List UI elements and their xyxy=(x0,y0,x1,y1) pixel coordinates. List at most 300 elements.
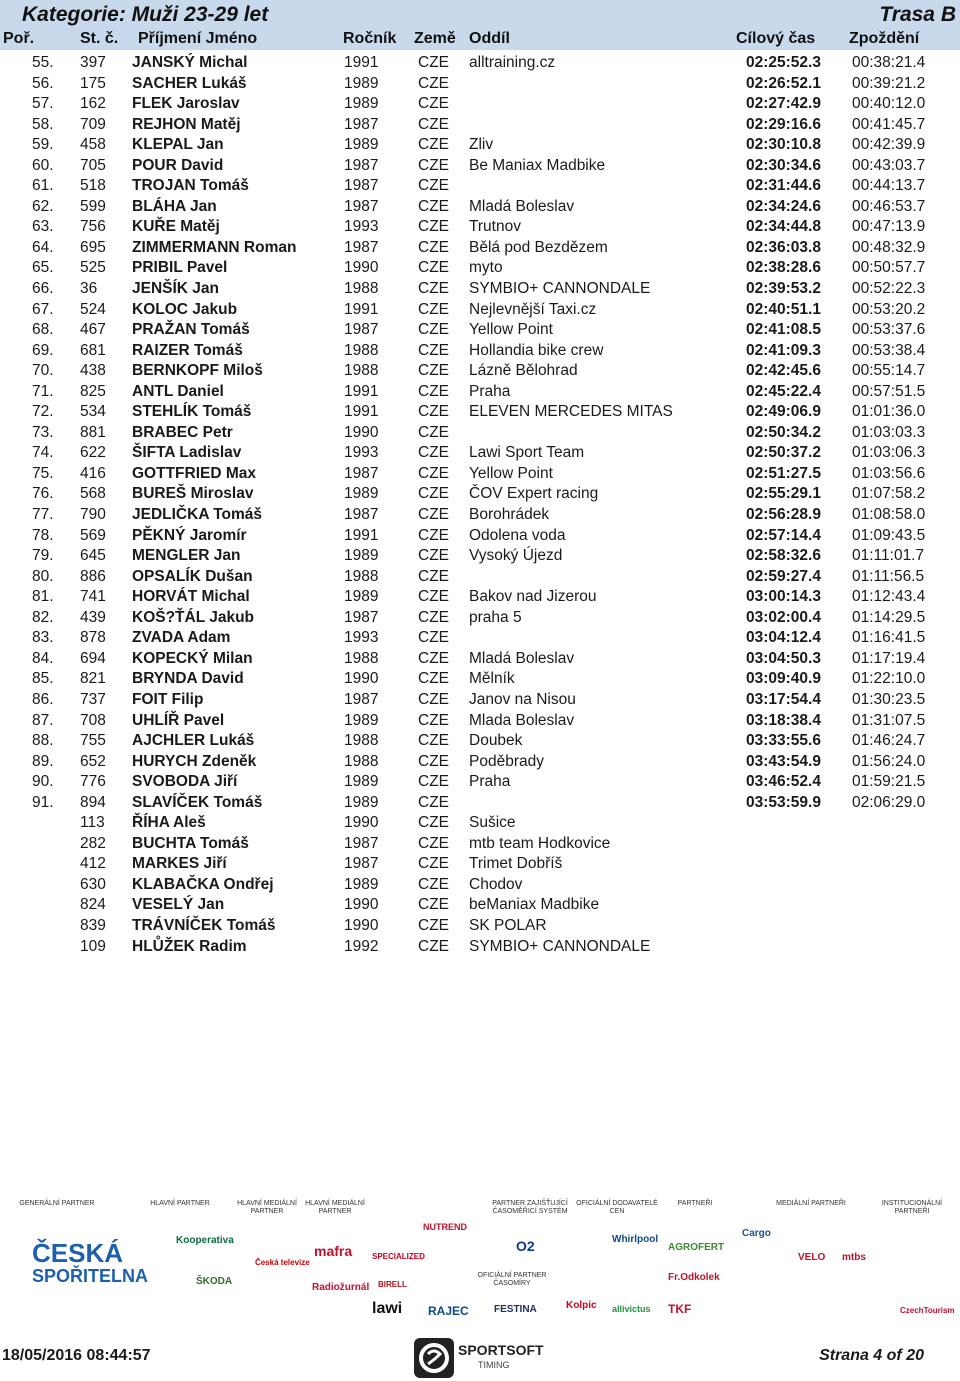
cell-delay: 01:03:06.3 xyxy=(852,444,926,462)
cell-time: 03:04:50.3 xyxy=(746,649,821,667)
cell-time: 02:49:06.9 xyxy=(746,403,821,421)
cell-name: FLEK Jaroslav xyxy=(132,95,240,113)
sponsor-label: INSTITUCIONÁLNÍ PARTNEŘI xyxy=(881,1200,943,1215)
cell-delay: 00:43:03.7 xyxy=(852,156,926,174)
cell-name: ANTL Daniel xyxy=(132,382,224,400)
fr-odkolek-logo: Fr.Odkolek xyxy=(668,1272,720,1283)
cell-year: 1987 xyxy=(344,156,379,174)
cell-nat: CZE xyxy=(418,95,449,113)
cell-year: 1989 xyxy=(344,773,379,791)
cell-year: 1987 xyxy=(344,321,379,339)
cell-nat: CZE xyxy=(418,588,449,606)
table-row xyxy=(0,74,960,95)
cell-name: SVOBODA Jiří xyxy=(132,773,238,791)
cell-delay: 01:07:58.2 xyxy=(852,485,926,503)
cell-club: Nejlevnější Taxi.cz xyxy=(469,300,597,318)
cell-year: 1987 xyxy=(344,608,379,626)
cell-time: 02:39:53.2 xyxy=(746,280,821,298)
cell-pos: 71. xyxy=(32,382,54,400)
sportsoft-wordmark: SPORTSOFT xyxy=(458,1342,544,1358)
cell-year: 1987 xyxy=(344,115,379,133)
cell-pos: 90. xyxy=(32,773,54,791)
birell-logo: BIRELL xyxy=(378,1280,407,1289)
cell-name: STEHLÍK Tomáš xyxy=(132,403,252,421)
cell-bib: 569 xyxy=(80,526,106,544)
sportsoft-logo xyxy=(414,1338,544,1378)
cell-pos: 81. xyxy=(32,588,54,606)
cell-year: 1989 xyxy=(344,711,379,729)
cell-nat: CZE xyxy=(418,280,449,298)
cell-time: 03:04:12.4 xyxy=(746,629,821,647)
table-row xyxy=(0,546,960,567)
cell-bib: 694 xyxy=(80,649,106,667)
cell-time: 02:25:52.3 xyxy=(746,54,821,71)
cell-name: KOPECKÝ Milan xyxy=(132,649,253,667)
cell-time: 03:43:54.9 xyxy=(746,752,821,770)
table-row xyxy=(0,341,960,362)
table-row xyxy=(0,567,960,588)
cell-delay: 00:57:51.5 xyxy=(852,382,926,400)
cell-pos: 84. xyxy=(32,649,54,667)
cell-club: Be Maniax Madbike xyxy=(469,156,606,174)
table-row xyxy=(0,382,960,403)
cell-club: Vysoký Újezd xyxy=(469,547,563,565)
cell-bib: 824 xyxy=(80,896,106,914)
cell-year: 1992 xyxy=(344,937,379,955)
cell-bib: 790 xyxy=(80,506,106,524)
cell-nat: CZE xyxy=(418,896,449,914)
cell-nat: CZE xyxy=(418,54,449,71)
cell-delay: 00:52:22.3 xyxy=(852,280,926,298)
cell-club: Borohrádek xyxy=(469,506,550,524)
table-row xyxy=(0,176,960,197)
table-row xyxy=(0,258,960,279)
cell-time: 02:40:51.1 xyxy=(746,300,821,318)
cell-pos: 91. xyxy=(32,793,54,811)
cell-pos: 59. xyxy=(32,136,54,154)
cell-delay: 00:46:53.7 xyxy=(852,197,926,215)
col-nat-header: Země xyxy=(414,30,456,47)
cell-bib: 109 xyxy=(80,937,106,955)
cell-delay: 01:03:56.6 xyxy=(852,464,926,482)
cell-pos: 60. xyxy=(32,156,54,174)
cell-pos: 56. xyxy=(32,74,54,92)
cell-nat: CZE xyxy=(418,834,449,852)
table-row xyxy=(0,361,960,382)
cell-name: PRIBIL Pavel xyxy=(132,259,228,277)
cell-club: Yellow Point xyxy=(469,464,553,482)
cell-bib: 518 xyxy=(80,177,106,195)
cell-nat: CZE xyxy=(418,793,449,811)
cell-nat: CZE xyxy=(418,711,449,729)
cell-pos: 80. xyxy=(32,567,54,585)
cell-club: Odolena voda xyxy=(469,526,566,544)
cell-name: GOTTFRIED Max xyxy=(132,464,257,482)
cell-delay: 01:56:24.0 xyxy=(852,752,926,770)
cell-delay: 00:42:39.9 xyxy=(852,136,926,154)
cell-year: 1991 xyxy=(344,54,379,71)
cell-name: BRABEC Petr xyxy=(132,423,233,441)
cell-year: 1987 xyxy=(344,197,379,215)
cell-name: BUREŠ Miroslav xyxy=(132,485,254,503)
page-footer xyxy=(0,1335,960,1381)
cell-club: Hollandia bike crew xyxy=(469,341,604,359)
cell-nat: CZE xyxy=(418,732,449,750)
cell-name: BUCHTA Tomáš xyxy=(132,834,249,852)
cell-name: KLEPAL Jan xyxy=(132,136,224,154)
tkf-logo: TKF xyxy=(668,1302,692,1316)
cell-nat: CZE xyxy=(418,444,449,462)
cell-year: 1989 xyxy=(344,588,379,606)
cell-time: 02:50:34.2 xyxy=(746,423,821,441)
col-year-header: Ročník xyxy=(343,30,397,47)
cell-pos: 67. xyxy=(32,300,54,318)
page-number: Strana 4 of 20 xyxy=(819,1347,924,1364)
cell-time: 03:46:52.4 xyxy=(746,773,821,791)
cell-time: 02:31:44.6 xyxy=(746,177,821,195)
cell-bib: 630 xyxy=(80,875,106,893)
cell-club: Yellow Point xyxy=(469,321,553,339)
table-row xyxy=(0,752,960,773)
cell-bib: 821 xyxy=(80,670,106,688)
cell-club: Poděbrady xyxy=(469,752,544,770)
col-name-header: Příjmení Jméno xyxy=(138,30,258,47)
cell-delay: 01:11:56.5 xyxy=(852,567,925,585)
cargo-logo: Cargo xyxy=(742,1228,771,1239)
cell-delay: 00:53:37.6 xyxy=(852,321,926,339)
cell-year: 1987 xyxy=(344,834,379,852)
cell-name: SACHER Lukáš xyxy=(132,74,247,92)
cell-time: 02:30:10.8 xyxy=(746,136,821,154)
cell-nat: CZE xyxy=(418,855,449,873)
cell-bib: 756 xyxy=(80,218,106,236)
cell-club: ČOV Expert racing xyxy=(469,485,599,503)
cell-nat: CZE xyxy=(418,115,449,133)
cell-name: TROJAN Tomáš xyxy=(132,177,249,195)
specialized-logo: SPECIALIZED xyxy=(372,1252,425,1261)
column-header-row xyxy=(0,28,960,50)
nutrend-logo: NUTREND xyxy=(423,1222,467,1232)
col-delay-header: Zpoždění xyxy=(849,30,920,47)
cell-name: ŘÍHA Aleš xyxy=(132,814,206,832)
cell-club: Mlada Boleslav xyxy=(469,711,575,729)
cell-delay: 01:22:10.0 xyxy=(852,670,926,688)
radiozurnal-logo: Radiožurnál xyxy=(312,1282,370,1293)
o2-logo: O2 xyxy=(516,1238,535,1254)
cell-delay: 00:41:45.7 xyxy=(852,115,926,133)
cell-bib: 113 xyxy=(80,814,105,832)
cell-bib: 695 xyxy=(80,238,106,256)
cell-pos: 77. xyxy=(32,506,54,524)
sponsor-label: HLAVNÍ PARTNER xyxy=(150,1200,210,1207)
cell-time: 02:34:24.6 xyxy=(746,197,821,215)
table-row xyxy=(0,505,960,526)
cell-bib: 534 xyxy=(80,403,106,421)
cell-name: HLŮŽEK Radim xyxy=(132,937,247,955)
cell-delay: 01:12:43.4 xyxy=(852,588,926,606)
cell-nat: CZE xyxy=(418,300,449,318)
cell-time: 02:55:29.1 xyxy=(746,485,821,503)
cell-delay: 01:08:58.0 xyxy=(852,506,926,524)
mafra-logo: mafra xyxy=(314,1243,353,1259)
col-bib-header: St. č. xyxy=(80,30,119,47)
kolpic-logo: Kolpic xyxy=(566,1300,597,1311)
table-row xyxy=(0,772,960,793)
sponsor-label: PARTNEŘI xyxy=(677,1200,713,1207)
cell-time: 02:36:03.8 xyxy=(746,238,821,256)
cell-club: SYMBIO+ CANNONDALE xyxy=(469,937,651,955)
cell-club: SK POLAR xyxy=(469,916,547,934)
cell-name: KUŘE Matěj xyxy=(132,218,220,236)
cell-bib: 599 xyxy=(80,197,106,215)
cell-nat: CZE xyxy=(418,773,449,791)
cell-bib: 397 xyxy=(80,54,106,71)
cell-club: Trimet Dobříš xyxy=(469,855,563,873)
cell-name: UHLÍŘ Pavel xyxy=(132,711,225,729)
cell-delay: 00:39:21.2 xyxy=(852,74,926,92)
table-row xyxy=(0,156,960,177)
ceska-tv-logo: Česká televize xyxy=(255,1258,310,1267)
cell-year: 1988 xyxy=(344,649,379,667)
cell-time: 02:45:22.4 xyxy=(746,382,821,400)
cell-name: VESELÝ Jan xyxy=(132,896,225,914)
sponsor-banner xyxy=(0,1200,960,1325)
cell-pos: 63. xyxy=(32,218,54,236)
sponsor-label: GENERÁLNÍ PARTNER xyxy=(19,1200,95,1207)
table-row xyxy=(0,813,960,834)
festina-logo: FESTINA xyxy=(494,1304,537,1315)
cell-delay: 00:44:13.7 xyxy=(852,177,926,195)
cell-year: 1987 xyxy=(344,238,379,256)
table-row xyxy=(0,402,960,423)
rajec-logo: RAJEC xyxy=(428,1304,469,1318)
cell-name: ŠIFTA Ladislav xyxy=(132,444,242,462)
cell-year: 1990 xyxy=(344,670,379,688)
cell-bib: 708 xyxy=(80,711,106,729)
cell-pos: 73. xyxy=(32,423,54,441)
table-row xyxy=(0,854,960,875)
cell-pos: 89. xyxy=(32,752,54,770)
cell-delay: 01:01:36.0 xyxy=(852,403,926,421)
cell-year: 1989 xyxy=(344,136,379,154)
table-row xyxy=(0,711,960,732)
cell-year: 1993 xyxy=(344,218,379,236)
cell-bib: 839 xyxy=(80,916,106,934)
sponsor-label: MEDIÁLNÍ PARTNEŘI xyxy=(776,1200,846,1207)
cell-pos: 75. xyxy=(32,464,54,482)
cell-name: BRYNDA David xyxy=(132,670,244,688)
cell-pos: 72. xyxy=(32,403,54,421)
cell-name: ZIMMERMANN Roman xyxy=(132,238,297,256)
cell-nat: CZE xyxy=(418,814,449,832)
cell-delay: 01:11:01.7 xyxy=(852,547,925,565)
cell-name: HURYCH Zdeněk xyxy=(132,752,257,770)
cell-delay: 01:46:24.7 xyxy=(852,732,926,750)
cell-name: PĚKNÝ Jaromír xyxy=(132,526,247,544)
table-row xyxy=(0,937,960,958)
cell-nat: CZE xyxy=(418,156,449,174)
table-row xyxy=(0,443,960,464)
table-row xyxy=(0,135,960,156)
cell-delay: 00:47:13.9 xyxy=(852,218,926,236)
cell-club: ELEVEN MERCEDES MITAS xyxy=(469,403,673,421)
cell-name: ZVADA Adam xyxy=(132,629,231,647)
cell-pos: 64. xyxy=(32,238,54,256)
cell-name: JEDLIČKA Tomáš xyxy=(132,506,263,524)
mtbs-logo: mtbs xyxy=(842,1252,866,1263)
cell-bib: 881 xyxy=(80,423,106,441)
cell-nat: CZE xyxy=(418,341,449,359)
table-row xyxy=(0,628,960,649)
cell-pos: 86. xyxy=(32,690,54,708)
table-row xyxy=(0,94,960,115)
cell-year: 1993 xyxy=(344,444,379,462)
table-row xyxy=(0,484,960,505)
cell-bib: 652 xyxy=(80,752,106,770)
sportsoft-icon xyxy=(414,1338,454,1378)
cell-year: 1987 xyxy=(344,506,379,524)
cell-time: 02:34:44.8 xyxy=(746,218,821,236)
table-row xyxy=(0,834,960,855)
cell-bib: 175 xyxy=(80,74,106,92)
sponsor-label: PARTNER ZAJIŠŤUJÍCÍ ČASOMĚŘICÍ SYSTÉM xyxy=(492,1200,568,1215)
table-row xyxy=(0,279,960,300)
table-row xyxy=(0,895,960,916)
cell-delay: 00:40:12.0 xyxy=(852,95,926,113)
table-row xyxy=(0,669,960,690)
cell-name: MENGLER Jan xyxy=(132,547,241,565)
cell-nat: CZE xyxy=(418,238,449,256)
table-row xyxy=(0,690,960,711)
cell-club: SYMBIO+ CANNONDALE xyxy=(469,280,651,298)
cell-delay: 00:53:38.4 xyxy=(852,341,926,359)
cell-bib: 737 xyxy=(80,690,106,708)
cell-nat: CZE xyxy=(418,629,449,647)
cell-nat: CZE xyxy=(418,382,449,400)
cell-name: KOLOC Jakub xyxy=(132,300,238,318)
cell-bib: 622 xyxy=(80,444,106,462)
cell-year: 1989 xyxy=(344,485,379,503)
skoda-logo: ŠKODA xyxy=(196,1276,233,1287)
cell-club: mtb team Hodkovice xyxy=(469,834,611,852)
cell-year: 1990 xyxy=(344,259,379,277)
cell-bib: 776 xyxy=(80,773,106,791)
cell-delay: 01:59:21.5 xyxy=(852,773,926,791)
cell-delay: 00:48:32.9 xyxy=(852,238,926,256)
table-row xyxy=(0,238,960,259)
cell-pos: 76. xyxy=(32,485,54,503)
cell-time: 02:59:27.4 xyxy=(746,567,821,585)
cell-delay: 01:09:43.5 xyxy=(852,526,926,544)
table-row xyxy=(0,526,960,547)
cell-year: 1991 xyxy=(344,526,379,544)
cell-bib: 412 xyxy=(80,855,106,873)
cell-time: 03:18:38.4 xyxy=(746,711,821,729)
cell-pos: 79. xyxy=(32,547,54,565)
cell-year: 1989 xyxy=(344,74,379,92)
cell-name: PRAŽAN Tomáš xyxy=(132,321,250,339)
cell-time: 03:00:14.3 xyxy=(746,588,821,606)
cell-bib: 458 xyxy=(80,136,106,154)
cell-club: Lawi Sport Team xyxy=(469,444,585,462)
cell-pos: 78. xyxy=(32,526,54,544)
cell-time: 02:58:32.6 xyxy=(746,547,821,565)
cell-name: MARKES Jiří xyxy=(132,855,227,873)
table-row xyxy=(0,217,960,238)
cell-year: 1988 xyxy=(344,341,379,359)
cell-nat: CZE xyxy=(418,485,449,503)
cell-bib: 439 xyxy=(80,608,106,626)
cell-delay: 00:38:21.4 xyxy=(852,54,926,71)
sponsor-label: OFICIÁLNÍ PARTNER ČASOMÍRY xyxy=(477,1272,547,1287)
cell-bib: 755 xyxy=(80,732,106,750)
cell-pos: 61. xyxy=(32,177,54,195)
cell-pos: 57. xyxy=(32,95,54,113)
cell-year: 1989 xyxy=(344,875,379,893)
cell-nat: CZE xyxy=(418,136,449,154)
table-row xyxy=(0,320,960,341)
cell-year: 1987 xyxy=(344,855,379,873)
cell-time: 02:29:16.6 xyxy=(746,115,821,133)
cell-pos: 83. xyxy=(32,629,54,647)
table-row xyxy=(0,916,960,937)
cell-club: Praha xyxy=(469,773,511,791)
cell-time: 02:42:45.6 xyxy=(746,362,821,380)
cell-pos: 68. xyxy=(32,321,54,339)
sportsoft-subtitle: TIMING xyxy=(478,1360,510,1370)
cell-time: 02:41:08.5 xyxy=(746,321,821,339)
cell-nat: CZE xyxy=(418,547,449,565)
cell-time: 02:27:42.9 xyxy=(746,95,821,113)
cell-time: 03:53:59.9 xyxy=(746,793,821,811)
cell-name: AJCHLER Lukáš xyxy=(132,732,255,750)
allivictus-logo: allivictus xyxy=(612,1304,651,1314)
cell-nat: CZE xyxy=(418,875,449,893)
cell-nat: CZE xyxy=(418,464,449,482)
cell-club: Bělá pod Bezdězem xyxy=(469,238,608,256)
cell-club: Sušice xyxy=(469,814,516,832)
cell-club: Mělník xyxy=(469,670,515,688)
category-title: Kategorie: Muži 23-29 let xyxy=(22,3,269,26)
cell-time: 03:09:40.9 xyxy=(746,670,821,688)
cell-nat: CZE xyxy=(418,670,449,688)
cell-nat: CZE xyxy=(418,752,449,770)
table-row xyxy=(0,793,960,814)
cell-pos: 58. xyxy=(32,115,54,133)
cell-time: 02:56:28.9 xyxy=(746,506,821,524)
kooperativa-logo: Kooperativa xyxy=(176,1235,234,1246)
cell-pos: 88. xyxy=(32,732,54,750)
table-row xyxy=(0,731,960,752)
cell-bib: 645 xyxy=(80,547,106,565)
table-row xyxy=(0,423,960,444)
cell-bib: 894 xyxy=(80,793,106,811)
cell-bib: 709 xyxy=(80,115,106,133)
cell-nat: CZE xyxy=(418,177,449,195)
cell-name: SLAVÍČEK Tomáš xyxy=(132,793,263,811)
cell-nat: CZE xyxy=(418,259,449,277)
cell-pos: 62. xyxy=(32,197,54,215)
cell-nat: CZE xyxy=(418,506,449,524)
route-title: Trasa B xyxy=(879,3,956,26)
cell-bib: 467 xyxy=(80,321,106,339)
cell-nat: CZE xyxy=(418,321,449,339)
cell-year: 1993 xyxy=(344,629,379,647)
table-row xyxy=(0,197,960,218)
cell-club: Mladá Boleslav xyxy=(469,649,575,667)
table-row xyxy=(0,300,960,321)
cell-nat: CZE xyxy=(418,197,449,215)
